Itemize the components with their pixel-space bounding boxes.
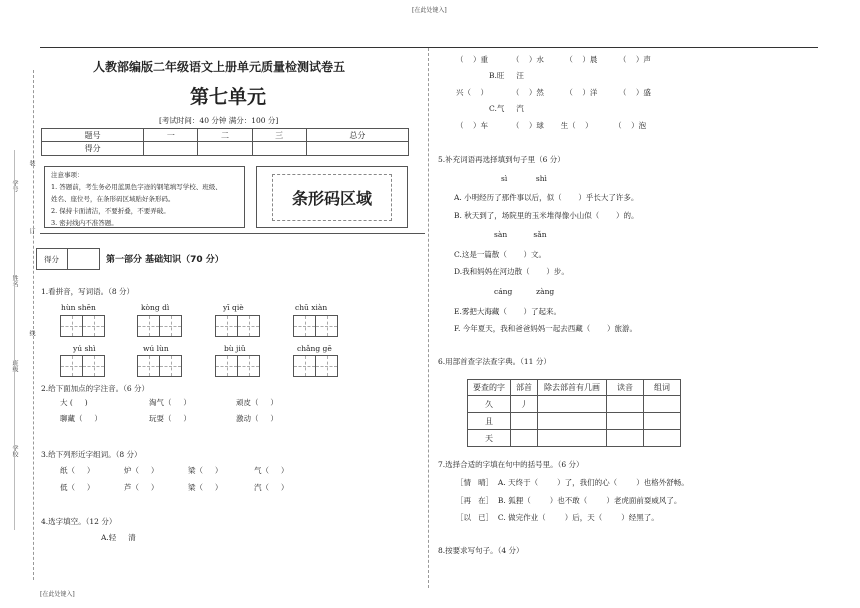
q5-sentence: F. 今年夏天，我和爸爸妈妈一起去西藏（ ）旅游。 [454,324,637,333]
q3-item: 汽（ ） [254,483,289,492]
q3-item: 芦（ ） [124,483,159,492]
score-table-cell[interactable] [252,142,306,156]
section-rule [40,233,425,234]
barcode-label: 条形码区域 [272,174,392,221]
section-score-divider [67,249,68,269]
score-table-cell: 题号 [42,129,144,142]
side-mark-xian: 线 [28,330,35,336]
q2-item: 淘气（ ） [149,398,191,407]
q6-cell[interactable] [538,413,607,430]
q5-title: 5.补充词语再选择填到句子里（6 分） [438,155,565,164]
q1-grid[interactable] [293,355,338,377]
side-mark-zhuang: 装 [28,160,35,166]
q1-grid[interactable] [215,355,260,377]
q2-item: 顽皮（ ） [236,398,278,407]
q7-title: 7.选择合适的字填在句中的括号里。（6 分） [438,460,584,469]
column-divider [428,48,429,588]
q1-pinyin: bù jiǔ [224,344,246,353]
exam-title: 人教部编版二年级语文上册单元质量检测试卷五 [93,60,346,74]
q8-title: 8.按要求写句子。（4 分） [438,546,524,555]
side-label-name: 姓名 [11,275,18,287]
q3-item: 气（ ） [254,466,289,475]
score-table-cell: 一 [144,129,198,142]
q3-item: 炉（ ） [124,466,159,475]
q1-grid[interactable] [137,355,182,377]
q1-grid[interactable] [293,315,338,337]
q3-item: 梁（ ） [188,483,223,492]
q6-header: 除去部首有几画 [538,380,607,396]
q1-title: 1.看拼音，写词语。（8 分） [41,287,135,296]
q2-title: 2.给下面加点的字注音。（6 分） [41,384,150,393]
q2-item: 大 ( ) [60,398,88,407]
score-table-cell[interactable] [198,142,252,156]
q1-pinyin: wú lùn [143,344,169,353]
q6-header: 要查的字 [468,380,511,396]
q1-pinyin: chǎng gē [297,344,332,353]
side-label-class: 班级 [11,360,18,372]
notice-box [44,166,245,228]
score-table-cell[interactable] [306,142,408,156]
q1-pinyin: hùn shēn [61,303,96,312]
header-note: [在此处键入] [412,7,447,14]
q6-cell: 天 [468,430,511,447]
q5-sentence: C.这是一篇散（ ）文。 [454,250,547,259]
q4-row: （ ）重 （ ）水 （ ）晨 （ ）声 [456,55,651,64]
q5-sentence: E.雾把大海藏（ ）了起来。 [454,307,562,316]
footer-note: [在此处键入] [40,591,75,598]
q6-cell[interactable] [511,413,538,430]
q4-row: 兴（ ） （ ）然 （ ）洋 （ ）盛 [456,88,651,97]
q1-grid[interactable] [215,315,260,337]
score-table-cell: 三 [252,129,306,142]
q1-pinyin: yú shì [73,344,96,353]
q6-cell[interactable] [607,413,644,430]
q3-item: 梁（ ） [188,466,223,475]
section-score-label: 得分 [44,255,59,264]
q3-item: 纸（ ） [60,466,95,475]
barcode-area [256,166,408,228]
score-table-cell[interactable] [144,142,198,156]
notice-item: 2. 保持卡面清洁，不要折叠，不要弄破。 [51,207,170,215]
q6-cell[interactable] [511,430,538,447]
q7-row: ［再 在］ B. 狐狸（ ）也不敢（ ）老虎面前耍威风了。 [456,496,682,505]
q5-sentence: D.我和妈妈在河边散（ ）步。 [454,267,569,276]
q6-title: 6.用部首查字法查字典。（11 分） [438,357,551,366]
q1-pinyin: yī qiè [223,303,244,312]
q1-pinyin: chū xiàn [295,303,328,312]
q4-option-b: B.旺 汪 [489,71,524,80]
q6-cell[interactable] [607,396,644,413]
q6-cell[interactable] [644,413,681,430]
q2-item: 聊藏（ ） [60,414,102,423]
q6-cell: 久 [468,396,511,413]
notice-title: 注意事项： [51,171,84,179]
q3-item: 低（ ） [60,483,95,492]
side-label-school: 学校 [11,445,18,457]
section-score-box [36,248,100,270]
q6-table [467,379,681,447]
score-table [41,128,409,156]
q6-header: 组词 [644,380,681,396]
q2-item: 玩耍（ ） [149,414,191,423]
q2-item: 激动（ ） [236,414,278,423]
q6-header: 部首 [511,380,538,396]
notice-item: 姓名、座位号，在条形码区域贴好条形码。 [51,195,175,203]
exam-info: [考试时间：40 分钟 满分：100 分] [159,116,279,125]
q6-cell: 且 [468,413,511,430]
unit-title: 第七单元 [190,86,267,108]
q6-header: 读音 [607,380,644,396]
notice-item: 1. 答题前，考生务必用蓝黑色字迹的钢笔填写学校、班级、 [51,183,222,191]
side-mark-ding: 订 [28,228,35,234]
q5-pinyin: cáng zàng [494,287,555,296]
q6-cell[interactable] [538,430,607,447]
q5-sentence: A. 小明经历了那件事以后，似（ ）乎长大了许多。 [454,193,639,202]
notice-item: 3. 密封线内不准答题。 [51,219,118,227]
q6-cell: 丿 [511,396,538,413]
q7-row: ［情 晴］ A. 天终于（ ）了，我们的心（ ）也格外舒畅。 [456,478,689,487]
score-table-cell: 二 [198,129,252,142]
side-fill-line [14,150,16,530]
part1-title: 第一部分 基础知识（70 分） [106,255,224,265]
side-label-student-id: 学号 [11,180,18,192]
q1-grid[interactable] [137,315,182,337]
header-rule [40,47,818,48]
q4-option-c: C.气 汽 [489,104,524,113]
q4-option-a: A.轻 清 [101,533,136,542]
q6-cell[interactable] [538,396,607,413]
q3-title: 3.给下列形近字组词。（8 分） [41,450,142,459]
q1-grid[interactable] [60,315,105,337]
binding-line [33,70,34,580]
score-table-cell: 得分 [42,142,144,156]
q6-cell[interactable] [644,430,681,447]
score-table-cell: 总分 [306,129,408,142]
q4-row: （ ）车 （ ）球 生（ ） （ ）泡 [456,121,647,130]
q5-pinyin: sì shì [501,174,547,183]
q6-cell[interactable] [607,430,644,447]
q4-title: 4.选字填空。（12 分） [41,517,117,526]
q1-pinyin: kòng dì [141,303,170,312]
q1-grid[interactable] [60,355,105,377]
q6-cell[interactable] [644,396,681,413]
q7-row: ［以 已］ C. 做完作业（ ）后，天（ ）经黑了。 [456,513,659,522]
q5-sentence: B. 秋天到了，场院里的玉米堆得像小山似（ ）的。 [454,211,639,220]
q5-pinyin: sàn sǎn [494,230,547,239]
